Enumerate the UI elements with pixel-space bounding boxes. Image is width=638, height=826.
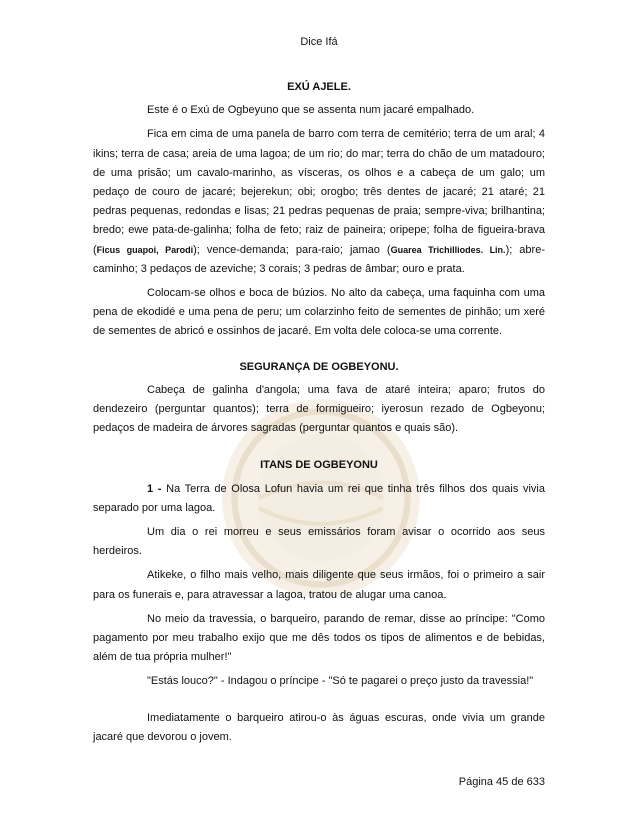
section-heading-itans: ITANS DE OGBEYONU (260, 459, 378, 472)
paragraph: Imediatamente o barqueiro atirou-o às águas escuras, onde vivia um grande jacaré que devorou o jovem. (93, 711, 545, 743)
paragraph: No meio da travessia, o barqueiro, parando de remar, disse ao príncipe: "Como pagamento por meu trabalho exijo que me dês todos os tipos de alimentos e de bebidas, além de tua própria mulher!" (93, 612, 545, 664)
item-number: 1 - (147, 482, 162, 495)
text-run: ); vence-demanda; para-raio; jamao ( (193, 243, 391, 256)
paragraph: Este é o Exú de Ogbeyuno que se assenta num jacaré empalhado. (147, 104, 475, 117)
paragraph: Cabeça de galinha d'angola; uma fava de ataré inteira; aparo; frutos do dendezeiro (perguntar quantos); terra de formigueiro; iyerosun rezado de Ogbeyonu; pedaços de madeira de árvores sagradas (perguntar quantos e quais são). (93, 383, 545, 435)
paragraph: Um dia o rei morreu e seus emissários foram avisar o ocorrido aos seus herdeiros. (93, 526, 545, 558)
paragraph: Atikeke, o filho mais velho, mais diligente que seus irmãos, foi o primeiro a sair para os funerais e, para atravessar a lagoa, tratou de alugar uma canoa. (93, 569, 545, 601)
paragraph: "Estás louco?" - Indagou o príncipe - "Só te pagarei o preço justo da travessia!" (147, 675, 534, 688)
text-run: ); abre-caminho; 3 pedaços de azeviche; 3 corais; 3 pedras de âmbar; ouro e prata. (93, 243, 545, 275)
section-heading-seguranca: SEGURANÇA DE OGBEYONU. (239, 360, 399, 373)
paragraph (93, 480, 545, 518)
text-run: Na Terra de Olosa Lofun havia um rei que tinha três filhos dos quais vivia separado por uma lagoa. (93, 482, 545, 514)
scientific-name: Ficus guapoi, Parodi (96, 244, 194, 255)
text-run: Fica em cima de uma panela de barro com terra de cemitério; terra de um aral; 4 ikins; terra de casa; areia de uma lagoa; de um rio; do mar; terra do chão de um matadouro; de uma prisão; um cavalo-marinho, as vísceras, os olhos e a cabeça de um galo; um pedaço de couro de jacaré; bejerekun; obi; orogbo; três dentes de jacaré; 21 ataré; 21 pedras pequenas, redondas e lisas; 21 pedras pequenas de praia; sempre-viva; brilhantina; bredo; ewe pata-de-galinha; folha de feto; raiz de paineira; oripepe; folha de figueira-brava ( (93, 128, 545, 256)
paragraph (93, 125, 545, 279)
spacer (93, 697, 545, 709)
document-body (93, 78, 545, 752)
paragraph: Colocam-se olhos e boca de búzios. No alto da cabeça, uma faquinha com uma pena de ekodidé e uma pena de peru; um colarzinho feito de sementes de pinhão; um xeré de sementes de abricó e ossinhos de jacaré. Em volta dele coloca-se uma corrente. (93, 287, 545, 338)
scientific-name: Guarea Trichilliodes. Lin. (390, 244, 506, 255)
page-header: Dice Ifá (300, 36, 338, 48)
page-number: Página 45 de 633 (458, 776, 545, 788)
section-heading-exu-ajele: EXÚ AJELE. (287, 81, 351, 93)
